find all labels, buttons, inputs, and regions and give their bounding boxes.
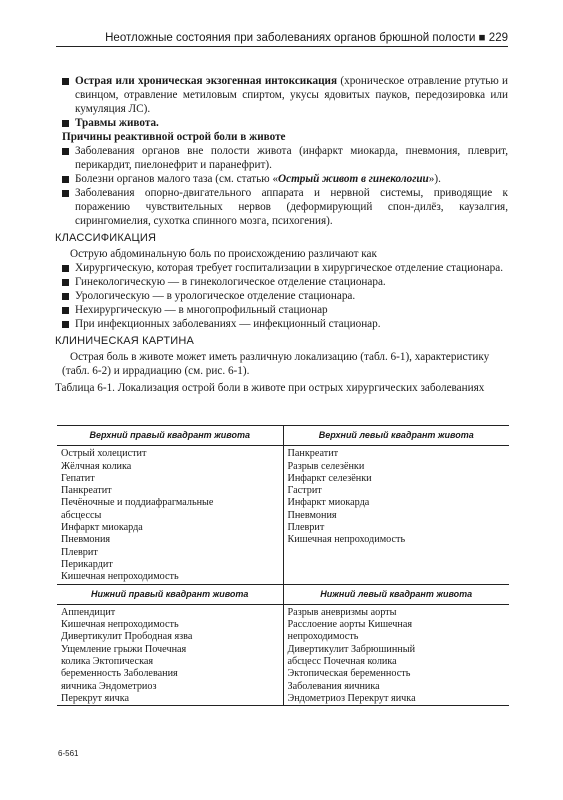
cell-line: Панкреатит [287, 448, 339, 460]
cell-line: Плеврит [61, 546, 98, 558]
cell-line: Дивертикулит Прободная язва [61, 631, 193, 643]
cell-line: Разрыв селезёнки [287, 460, 365, 472]
list-item-class-1 [62, 261, 508, 275]
cell-line: Инфаркт миокарда [61, 522, 143, 534]
page-body [55, 74, 508, 397]
cell-line: беременность Заболевания [61, 668, 178, 680]
cell-line: Острый холецистит [61, 448, 147, 460]
term-bold: Травмы живота. [75, 117, 159, 129]
lower-right-cell [57, 604, 283, 705]
table-row [57, 446, 509, 584]
article-reference: Острый живот в гинекологии [278, 173, 429, 185]
lower-left-cell [283, 604, 509, 705]
item-text: Болезни органов малого таза (см. статью « [75, 173, 279, 185]
reactive-heading: Причины реактивной острой боли в животе [62, 131, 286, 143]
list-item-reactive-1 [62, 144, 508, 172]
list-item-class-4 [62, 303, 508, 317]
table-row [57, 604, 509, 705]
cell-line: Панкреатит [61, 485, 112, 497]
cell-line: Гепатит [61, 472, 95, 484]
localization-table [57, 425, 509, 706]
bullet-square-icon [62, 293, 69, 300]
cell-line: Пневмония [61, 534, 111, 546]
list-item-class-2 [62, 275, 508, 289]
cell-line: Ущемление грыжи Почечная [61, 643, 187, 655]
cell-line: Перекрут яичка [61, 692, 130, 704]
bullet-square-icon [62, 176, 69, 183]
list-item-class-3 [62, 289, 508, 303]
item-text: Заболевания органов вне полости живота (инфаркт миокарда, пневмония, плеврит, перикардит, пиелонефрит и паранефрит). [75, 145, 508, 171]
bullet-square-icon [62, 265, 69, 272]
table-caption: Таблица 6-1. Локализация острой боли в животе при острых хирургических заболеваниях [55, 382, 485, 394]
list-item-reactive-3 [62, 186, 508, 228]
list-item-intoxication [62, 74, 508, 116]
item-text: При инфекционных заболеваниях — инфекционный стационар. [75, 318, 381, 330]
item-text: Гинекологическую — в гинекологическое отделение стационара. [75, 276, 386, 288]
cell-line: Перикардит [61, 558, 113, 570]
cell-line: абсцессы [61, 509, 102, 521]
cell-line: Разрыв аневризмы аорты [287, 606, 397, 618]
clinical-heading: КЛИНИЧЕСКАЯ КАРТИНА [55, 335, 195, 347]
printer-signature: 6-561 [58, 749, 79, 758]
item-text: Урологическую — в урологическое отделение стационара. [75, 290, 356, 302]
list-item-reactive-2 [62, 172, 508, 186]
running-header: Неотложные состояния при заболеваниях органов брюшной полости ■ 229 [56, 32, 508, 47]
upper-right-header: Верхний правый квадрант живота [57, 426, 283, 446]
cell-line: Инфаркт селезёнки [287, 472, 372, 484]
item-text: »). [428, 173, 441, 185]
cell-line: Печёночные и поддиафрагмальные [61, 497, 214, 509]
classification-heading: КЛАССИФИКАЦИЯ [55, 232, 157, 244]
cell-line: Инфаркт миокарда [287, 497, 370, 509]
cell-line: Эндометриоз Перекрут яичка [287, 692, 416, 704]
item-text: Нехирургическую — в многопрофильный стационар [75, 304, 328, 316]
item-text: Хирургическую, которая требует госпитализации в хирургическое отделение стационара. [75, 262, 503, 274]
cell-line: Кишечная непроходимость [61, 571, 179, 583]
bullet-square-icon [62, 279, 69, 286]
cell-line: непроходимость [287, 631, 359, 643]
lower-left-header: Нижний левый квадрант живота [283, 584, 509, 604]
upper-left-header: Верхний левый квадрант живота [283, 426, 509, 446]
bullet-square-icon [62, 148, 69, 155]
item-text: Заболевания опорно-двигательного аппарата и нервной системы, приводящие к поражению чувствительных нервов (деформирующий спон-дилёз, каузалгия, сирингомиелия, сухотка спинного мозга, психогения). [75, 187, 508, 227]
cell-line: абсцесс Почечная колика [287, 656, 397, 668]
cell-line: Эктопическая беременность [287, 668, 411, 680]
cell-line: Кишечная непроходимость [287, 534, 406, 546]
classification-intro: Острую абдоминальную боль по происхождению различают как [70, 248, 377, 260]
cell-line: Расслоение аорты Кишечная [287, 619, 413, 631]
upper-left-cell [283, 446, 509, 584]
cell-line: Плеврит [287, 522, 325, 534]
cell-line: Заболевания яичника [287, 680, 380, 692]
bullet-square-icon [62, 321, 69, 328]
cell-line: Гастрит [287, 485, 322, 497]
cell-line: Пневмония [287, 509, 337, 521]
bullet-square-icon [62, 307, 69, 314]
bullet-square-icon [62, 190, 69, 197]
lower-right-header: Нижний правый квадрант живота [57, 584, 283, 604]
clinical-text: Острая боль в животе может иметь различную локализацию (табл. 6-1), характеристику (табл. 6-2) и иррадиацию (см. рис. 6-1). [62, 351, 490, 377]
cell-line: Аппендицит [61, 606, 116, 618]
bullet-square-icon [62, 120, 69, 127]
term-bold: Острая или хроническая экзогенная интоксикация [75, 75, 338, 87]
cell-line: Жёлчная колика [61, 460, 132, 472]
cell-line: Кишечная непроходимость [61, 619, 179, 631]
upper-right-cell [57, 446, 283, 584]
term-description: (хроническое отравление ртутью и свинцом, отравление метиловым спиртом, укусы ядовитых пауков, передозировка или кумуляция ЛС). [75, 75, 508, 115]
list-item-class-5 [62, 317, 508, 331]
cell-line: яичника Эндометриоз [61, 680, 157, 692]
table-header-row [57, 584, 509, 604]
cell-line: колика Эктопическая [61, 656, 154, 668]
list-item-trauma [62, 116, 508, 130]
cell-line: Дивертикулит Забрюшинный [287, 643, 416, 655]
bullet-square-icon [62, 78, 69, 85]
table-header-row [57, 426, 509, 446]
